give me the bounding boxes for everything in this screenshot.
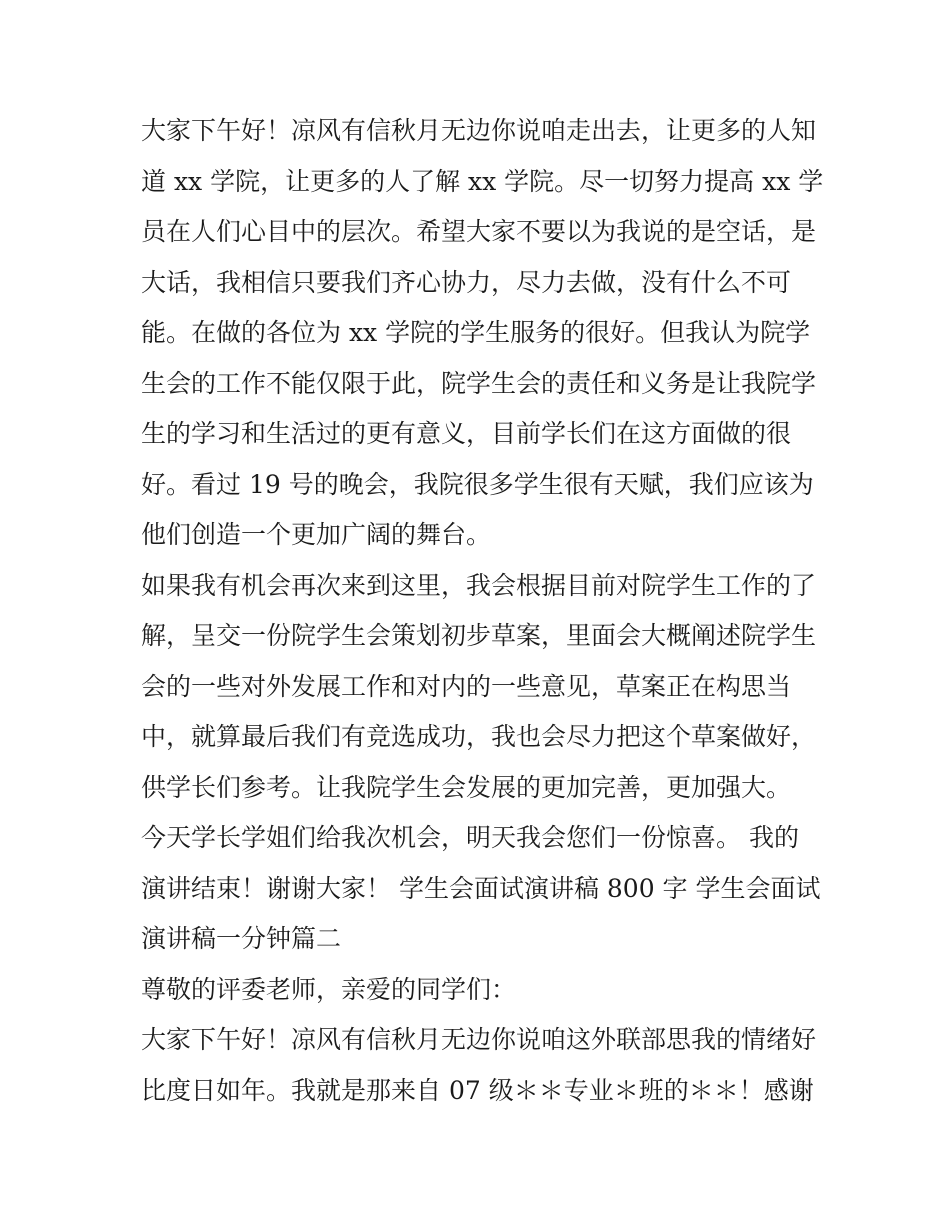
text-line: 好。看过 19 号的晚会，我院很多学生很有天赋，我们应该为 [141,469,814,499]
text-line: 比度日如年。我就是那来自 07 级＊＊专业＊班的＊＊！感谢 [141,1075,814,1105]
text-line: 他们创造一个更加广阔的舞台。 [141,520,492,549]
text-line: 生的学习和生活过的更有意义，目前学长们在这方面做的很 [141,419,792,448]
text-line: 尊敬的评委老师，亲爱的同学们： [141,974,517,1004]
text-line: 生会的工作不能仅限于此，院学生会的责任和义务是让我院学 [141,368,817,398]
text-line: 大家下午好！凉风有信秋月无边你说咱这外联部思我的情绪好 [141,1025,817,1054]
text-line: 演讲稿一分钟篇二 [141,924,342,953]
text-line: 今天学长学姐们给我次机会，明天我会您们一份惊喜。 我的 [141,823,799,852]
text-line: 大话，我相信只要我们齐心协力，尽力去做，没有什么不可 [141,267,792,297]
text-line: 大家下午好！凉风有信秋月无边你说咱走出去，让更多的人知 [141,116,817,145]
text-line: 会的一些对外发展工作和对内的一些意见，草案正在构思当 [141,671,792,701]
text-line: 供学长们参考。让我院学生会发展的更加完善，更加强大。 [141,772,792,802]
text-line: 如果我有机会再次来到这里，我会根据目前对院学生工作的了 [141,570,817,600]
document-body [141,106,824,1116]
text-line: 中，就算最后我们有竞选成功，我也会尽力把这个草案做好， [141,722,817,751]
text-line: 演讲结束！谢谢大家！ 学生会面试演讲稿 800 字 学生会面试 [141,873,821,903]
text-line: 道 xx 学院，让更多的人了解 xx 学院。尽一切努力提高 xx 学 [141,166,824,196]
text-line: 解，呈交一份院学生会策划初步草案，里面会大概阐述院学生 [141,621,817,650]
text-line: 能。在做的各位为 xx 学院的学生服务的很好。但我认为院学 [141,318,811,347]
text-line: 员在人们心目中的层次。希望大家不要以为我说的是空话，是 [141,217,817,246]
